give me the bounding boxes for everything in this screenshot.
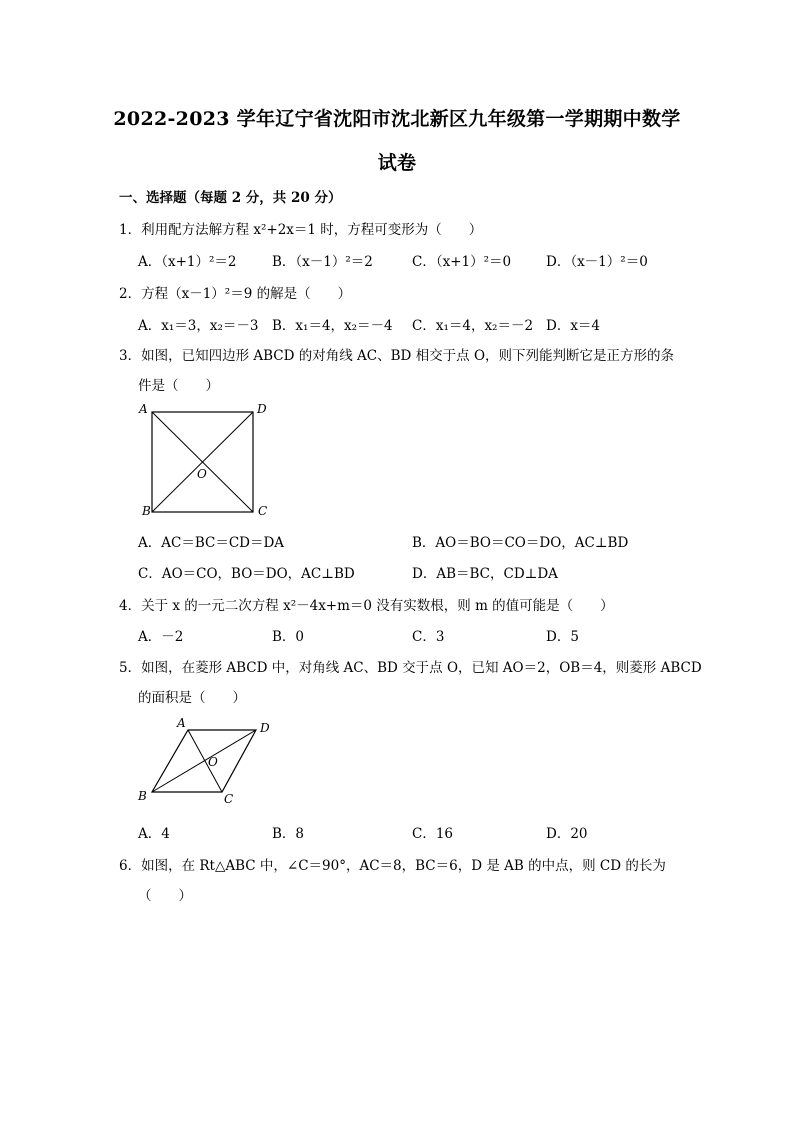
question-3-stem: 3．如图，已知四边形 ABCD 的对角线 AC、BD 相交于点 O，则下列能判断它是正方形的条 [119,348,675,364]
label-a: A [139,402,148,416]
q2-option-a: A．x₁＝3，x₂＝－3 [138,318,259,334]
label-a: A [177,716,186,730]
question-4-stem: 4．关于 x 的一元二次方程 x²－4x+m＝0 没有实数根，则 m 的值可能是（ ） [119,598,614,614]
q4-option-b: B．0 [272,629,305,645]
label-o: O [197,467,207,481]
question-1-stem: 1．利用配方法解方程 x²+2x＝1 时，方程可变形为（ ） [119,222,483,238]
q3-option-c: C．AO＝CO，BO＝DO，AC⊥BD [138,566,355,582]
q2-option-c: C．x₁＝4，x₂＝－2 [412,318,534,334]
question-2-stem: 2．方程（x－1）²＝9 的解是（ ） [119,286,352,302]
square-figure [130,398,280,522]
q4-option-c: C．3 [412,629,445,645]
question-5-stem-cont: 的面积是（ ） [138,690,246,706]
q3-option-b: B．AO＝BO＝CO＝DO，AC⊥BD [412,535,629,551]
q4-option-d: D．5 [546,629,579,645]
label-d: D [257,402,267,416]
q1-option-d: D．（x－1）²＝0 [546,254,648,270]
label-c: C [258,504,268,518]
question-3-stem-cont: 件是（ ） [138,378,219,394]
exam-title-line2: 试卷 [377,152,417,174]
q5-option-a: A．4 [138,826,170,842]
q4-option-a: A．－2 [138,629,184,645]
q1-option-b: B．（x－1）²＝2 [272,254,373,270]
section-heading: 一、选择题（每题 2 分，共 20 分） [119,190,342,206]
q1-option-a: A．（x+1）²＝2 [138,254,237,270]
question-5-stem: 5．如图，在菱形 ABCD 中，对角线 AC、BD 交于点 O，已知 AO＝2，OB＝4，则菱形 ABCD [119,660,702,676]
q2-option-d: D．x＝4 [546,318,601,334]
q3-option-a: A．AC＝BC＝CD＝DA [138,535,285,551]
q5-option-d: D．20 [546,826,588,842]
label-c: C [224,792,234,806]
label-o: O [208,755,218,769]
q2-option-b: B．x₁＝4，x₂＝－4 [272,318,393,334]
label-b: B [142,504,151,518]
diagonal-bd [152,730,256,792]
exam-title-line1: 2022-2023 学年辽宁省沈阳市沈北新区九年级第一学期期中数学 [113,108,681,130]
q5-option-c: C．16 [412,826,454,842]
rhombus-figure [130,710,290,810]
question-6-stem: 6．如图，在 Rt△ABC 中，∠C＝90°，AC＝8，BC＝6，D 是 AB 的中点，则 CD 的长为 [119,858,666,874]
question-6-stem-cont: （ ） [138,888,192,904]
q1-option-c: C．（x+1）²＝0 [412,254,512,270]
label-b: B [138,789,147,803]
q3-option-d: D．AB＝BC，CD⊥DA [412,566,558,582]
q5-option-b: B．8 [272,826,305,842]
label-d: D [260,721,270,735]
